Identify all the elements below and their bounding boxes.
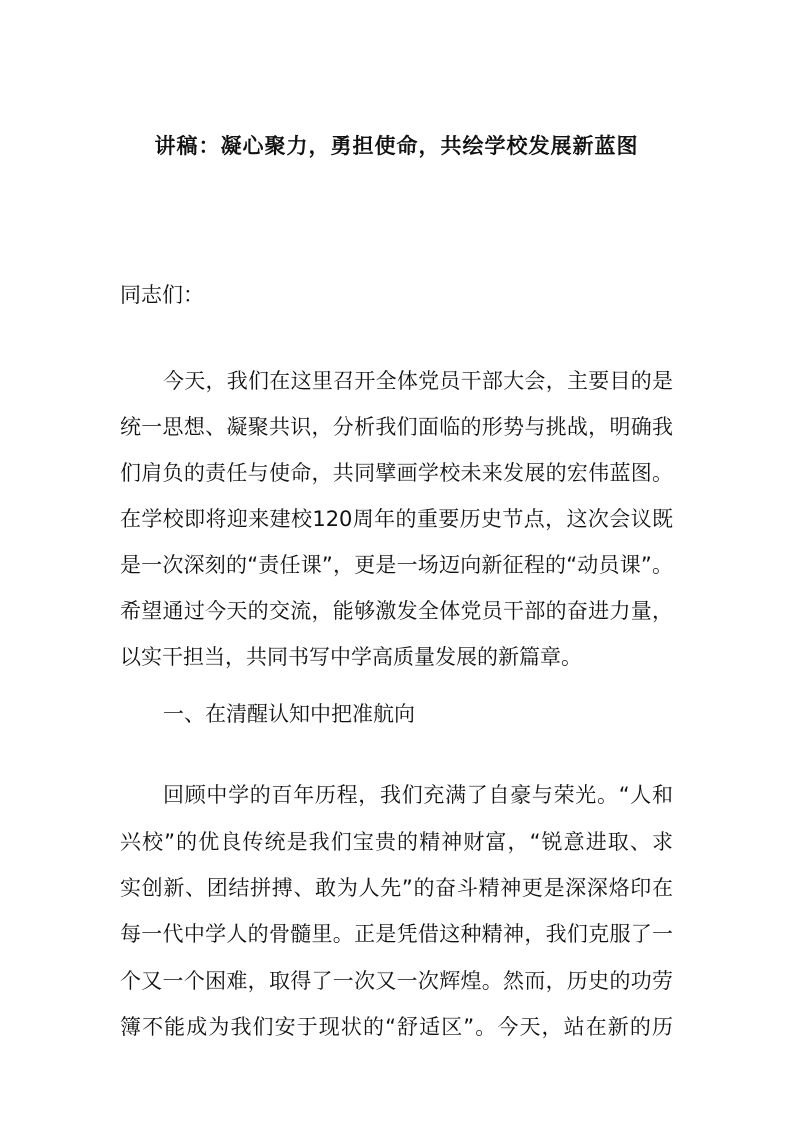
paragraph-line: 以实干担当，共同书写中学高质量发展的新篇章。: [120, 645, 582, 669]
paragraph-line: 每一代中学人的骨髓里。正是凭借这种精神，我们克服了一: [120, 922, 673, 946]
paragraph-line: 回顾中学的百年历程，我们充满了自豪与荣光。“人和: [163, 783, 673, 807]
paragraph-line: 们肩负的责任与使命，共同擘画学校未来发展的宏伟蓝图。: [120, 461, 673, 485]
paragraph-line: 簿不能成为我们安于现状的“舒适区”。今天，站在新的历: [120, 1015, 673, 1039]
paragraph-line: 兴校”的优良传统是我们宝贵的精神财富，“锐意进取、求: [120, 830, 673, 854]
paragraph-line: 统一思想、凝聚共识，分析我们面临的形势与挑战，明确我: [120, 415, 673, 439]
document-title: 讲稿：凝心聚力，勇担使命，共绘学校发展新蓝图: [154, 134, 639, 158]
paragraph-line: 是一次深刻的“责任课”，更是一场迈向新征程的“动员课”。: [120, 553, 673, 577]
paragraph-line: 在学校即将迎来建校120周年的重要历史节点，这次会议既: [120, 507, 673, 531]
paragraph-line: 个又一个困难，取得了一次又一次辉煌。然而，历史的功劳: [120, 969, 673, 993]
paragraph-line: 希望通过今天的交流，能够激发全体党员干部的奋进力量，: [120, 599, 673, 623]
paragraph-line: 实创新、团结拼搏、敢为人先”的奋斗精神更是深深烙印在: [120, 876, 673, 900]
paragraph-line: 今天，我们在这里召开全体党员干部大会，主要目的是: [163, 369, 673, 393]
salutation: 同志们：: [120, 283, 204, 307]
section-heading: 一、在清醒认知中把准航向: [163, 702, 415, 726]
